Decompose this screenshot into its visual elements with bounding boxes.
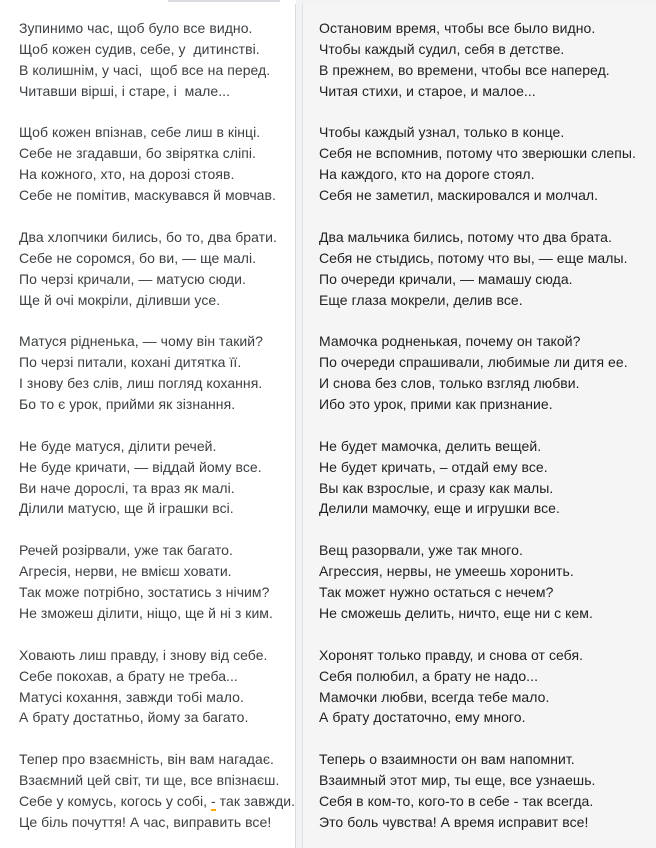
stanza xyxy=(19,122,295,206)
text-line: Не буде кричати, — віддай йому все. xyxy=(19,458,262,475)
text-line: Взаимный этот мир, ты еще, все узнаешь. xyxy=(319,772,596,789)
text-line: Щоб кожен впізнав, себе лиш в кінці. xyxy=(19,124,261,141)
text-line: По черзі кричали, — матусю сюди. xyxy=(19,270,246,287)
stanza xyxy=(319,540,636,624)
text-line: По очереди кричали, — мамашу сюда. xyxy=(319,270,573,287)
text-line: Читая стихи, и старое, и малое... xyxy=(319,82,536,99)
text-line: Себе не згадавши, бо звірятка сліпі. xyxy=(19,145,256,162)
text-line: Два хлопчики бились, бо то, два брати. xyxy=(19,228,277,245)
stanza xyxy=(19,645,295,729)
text-line: Не будет мамочка, делить вещей. xyxy=(319,437,542,454)
text-line: И снова без слов, только взгляд любви. xyxy=(319,375,580,392)
text-line: Не зможеш ділити, ніщо, ще й ні з ким. xyxy=(19,604,273,621)
text-line: На кожного, хто, на дорозі стояв. xyxy=(19,166,235,183)
text-line: Ховають лиш правду, і знову від себе. xyxy=(19,646,268,663)
text-line: Вы как взрослые, и сразу как малы. xyxy=(319,479,554,496)
text-line: Агресія, нерви, не вмієш ховати. xyxy=(19,563,232,580)
text-line: Теперь о взаимности он вам напомнит. xyxy=(319,751,575,768)
spelling-suggestion-mark[interactable]: - xyxy=(211,791,216,812)
source-text-panel[interactable] xyxy=(0,4,296,848)
text-line: Ибо это урок, прими как признание. xyxy=(319,396,553,413)
stanza xyxy=(19,331,295,415)
text-line: Зупинимо час, щоб було все видно. xyxy=(19,20,253,36)
text-line: Остановим время, чтобы все было видно. xyxy=(319,20,596,36)
text-line: Мамочка родненькая, почему он такой? xyxy=(319,333,581,350)
text-line: Агрессия, нервы, не умеешь хоронить. xyxy=(319,563,574,580)
text-line: Делили мамочку, еще и игрушки все. xyxy=(319,500,560,517)
text-line: Матуся рідненька, — чому він такий? xyxy=(19,333,263,350)
text-line: Не сможешь делить, ничто, еще ни с кем. xyxy=(319,604,593,621)
text-line: В прежнем, во времени, чтобы все наперед. xyxy=(319,61,610,78)
text-line: Так может нужно остаться с нечем? xyxy=(319,584,554,601)
text-line: По черзі питали, кохані дитятка її. xyxy=(19,354,242,371)
text-line: Себя не заметил, маскировался и молчал. xyxy=(319,187,599,204)
text-line: Ще й очі мокріли, діливши усе. xyxy=(19,291,221,308)
text-line: Ви наче дорослі, та враз як малі. xyxy=(19,479,235,496)
text-line: Себя полюбил, а брату не надо... xyxy=(319,667,539,684)
text-line: Себе не соромся, бо ви, — ще малі. xyxy=(19,249,257,266)
text-line: Не будет кричать, – отдай ему все. xyxy=(319,458,548,475)
stanza xyxy=(19,540,295,624)
text-line: Себя не стыдись, потому что вы, — еще малы. xyxy=(319,249,628,266)
text-line: Себе покохав, а брату не треба... xyxy=(19,667,238,684)
text-line: Два мальчика бились, потому что два брата. xyxy=(319,228,612,245)
text-line: Это боль чувства! А время исправит все! xyxy=(319,813,589,830)
stanza xyxy=(319,749,636,833)
tab-indicator xyxy=(168,0,280,2)
stanza xyxy=(319,227,636,311)
translation-text xyxy=(319,18,636,848)
text-line: Чтобы каждый судил, себя в детстве. xyxy=(319,40,565,57)
text-line: Не буде матуся, ділити речей. xyxy=(19,437,217,454)
text-line: Так може потрібно, зостатись з нічим? xyxy=(19,584,270,601)
text-line: І знову без слів, лиш погляд кохання. xyxy=(19,375,263,392)
text-line: А брату достатньо, йому за багато. xyxy=(19,709,249,726)
stanza xyxy=(319,331,636,415)
stanza xyxy=(19,227,295,311)
text-line: Ділили матусю, ще й іграшки всі. xyxy=(19,500,234,517)
stanza xyxy=(319,645,636,729)
stanza xyxy=(19,749,295,833)
text-line: Мамочки любви, всегда тебе мало. xyxy=(319,688,550,705)
text-line: По очереди спрашивали, любимые ли дитя ее. xyxy=(319,354,628,371)
text-line: Хоронят только правду, и снова от себя. xyxy=(319,646,584,663)
text-line: Еще глаза мокрели, делив все. xyxy=(319,291,523,308)
text-line: Речей розірвали, уже так багато. xyxy=(19,542,233,559)
stanza xyxy=(19,436,295,520)
text-line: Щоб кожен судив, себе, у дитинстві. xyxy=(19,40,260,57)
text-line: Себя в ком-то, кого-то в себе - так всегда. xyxy=(319,792,594,809)
text-line: Бо то є урок, прийми як зізнання. xyxy=(19,396,236,413)
text-line: Матусі кохання, завжди тобі мало. xyxy=(19,688,244,705)
text-line: Чтобы каждый узнал, только в конце. xyxy=(319,124,565,141)
text-line: Себе у комусь, когось у собі, - так завжди. xyxy=(19,791,295,812)
source-text[interactable] xyxy=(19,18,295,848)
stanza xyxy=(319,436,636,520)
text-line: Тепер про взаємність, він вам нагадає. xyxy=(19,751,274,768)
text-line: Себе не помітив, маскувався й мовчав. xyxy=(19,187,276,204)
text-line: Читавши вірші, і старе, і мале... xyxy=(19,82,231,99)
text-line: Себя не вспомнив, потому что зверюшки слепы. xyxy=(319,145,636,162)
text-line: Взаємний цей світ, ти ще, все впізнаєш. xyxy=(19,772,280,789)
translation-text-panel xyxy=(302,4,656,848)
text-line: На каждого, кто на дороге стоял. xyxy=(319,166,535,183)
text-line: В колишнім, у часі, щоб все на перед. xyxy=(19,61,271,78)
text-line: Вещ разорвали, уже так много. xyxy=(319,542,523,559)
stanza xyxy=(19,18,295,102)
stanza xyxy=(319,122,636,206)
stanza xyxy=(319,18,636,102)
text-line: Це біль почуття! А час, виправить все! xyxy=(19,813,272,830)
text-line: А брату достаточно, ему много. xyxy=(319,709,526,726)
